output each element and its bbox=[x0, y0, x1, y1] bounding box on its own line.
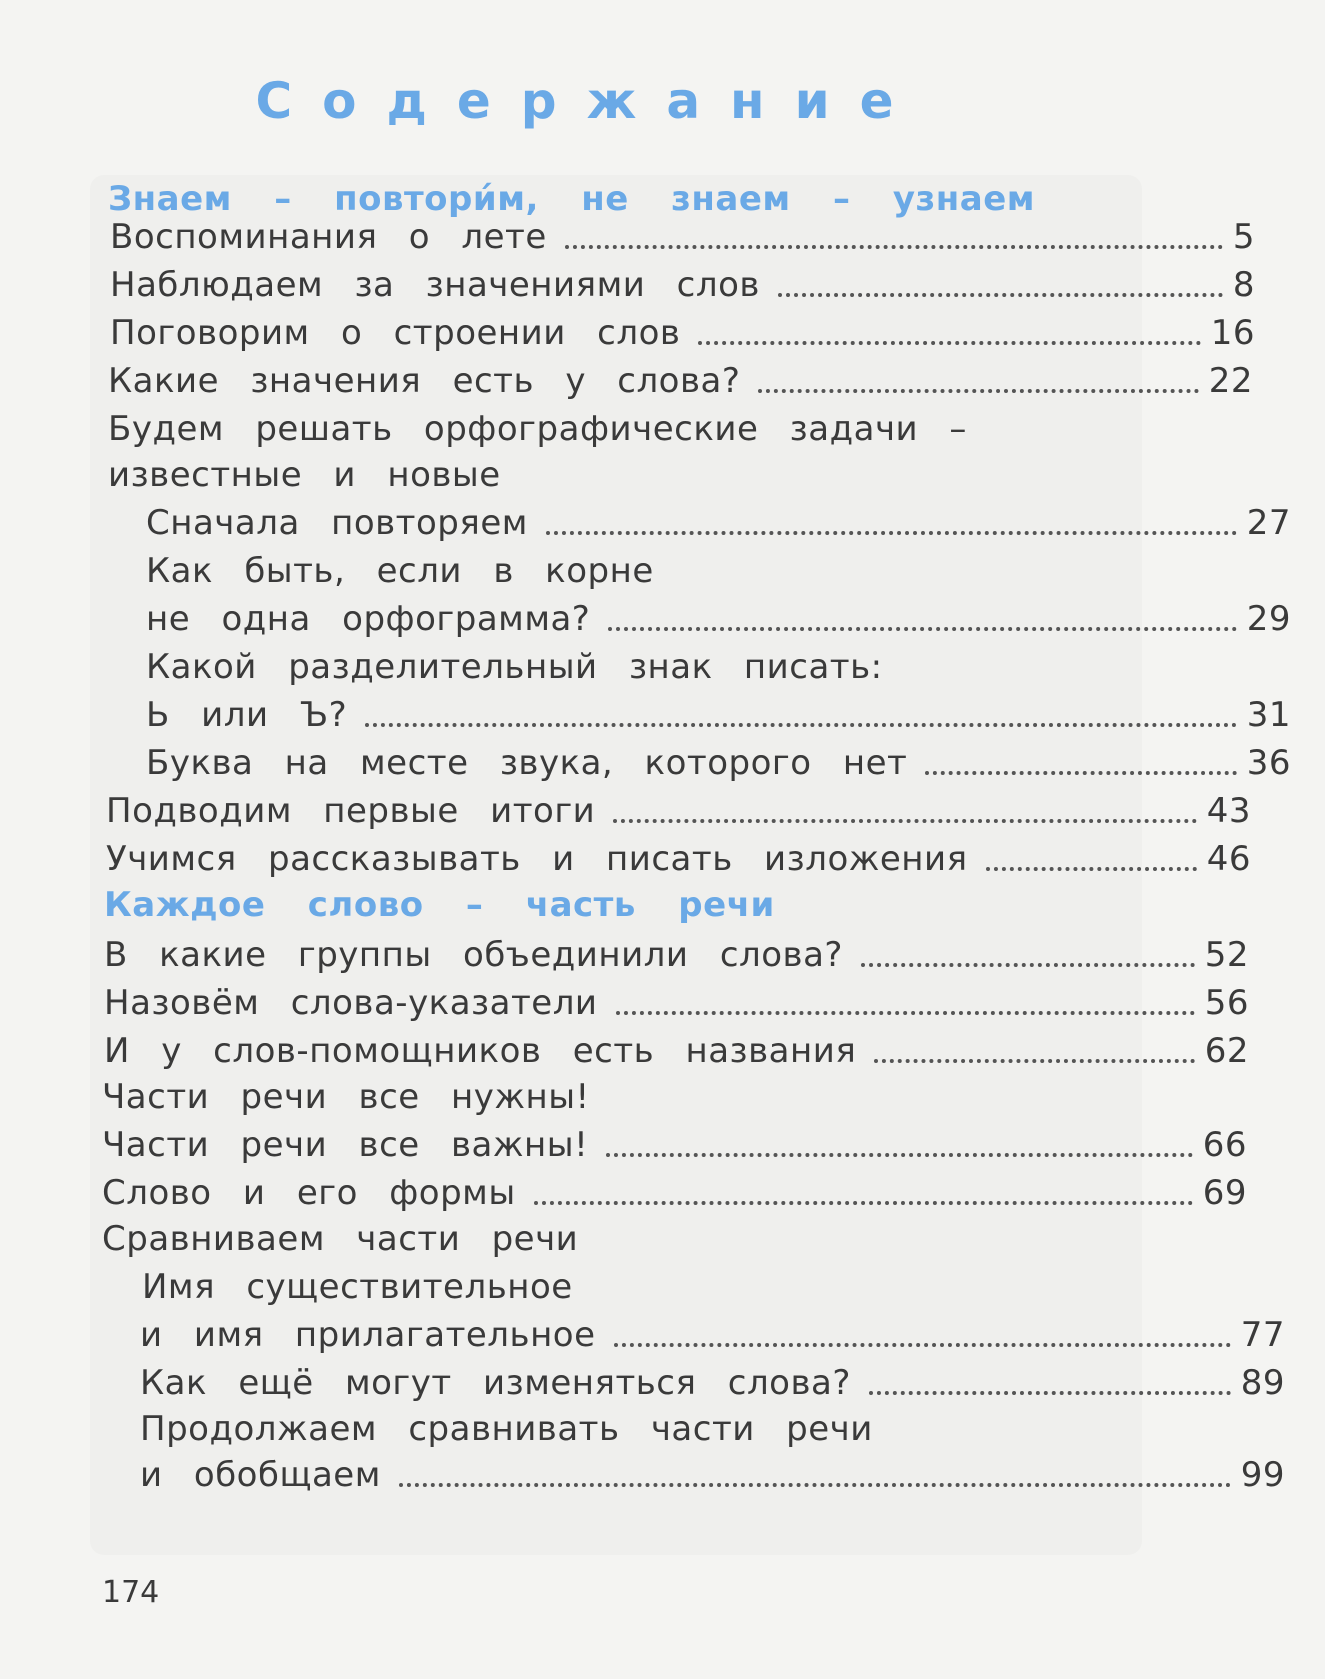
dot-leader bbox=[986, 867, 1197, 871]
toc-entry bbox=[0, 1028, 1249, 1074]
dot-leader bbox=[606, 1153, 1193, 1157]
toc-entry bbox=[0, 1360, 1285, 1406]
toc-entry bbox=[0, 692, 1291, 738]
toc-entry-page: 43 bbox=[1206, 791, 1251, 831]
dot-leader bbox=[698, 341, 1200, 345]
dot-leader bbox=[616, 1011, 1195, 1015]
toc-entry-text: В какие группы объединили слова? bbox=[104, 935, 843, 975]
dot-leader bbox=[534, 1201, 1193, 1205]
page-title: Содержание bbox=[255, 72, 924, 130]
toc-entry-text: Какие значения есть у слова? bbox=[108, 361, 741, 401]
toc-section-heading bbox=[0, 882, 1283, 928]
toc-entry-text: Будем решать орфографические задачи – bbox=[108, 409, 967, 449]
toc-entry-text: Как быть, если в корне bbox=[146, 551, 654, 591]
toc-entry bbox=[0, 596, 1291, 642]
toc-entry-page: 31 bbox=[1246, 695, 1291, 735]
toc-entry-text: Буква на месте звука, которого нет bbox=[146, 743, 908, 783]
toc-entry-text: Части речи все нужны! bbox=[102, 1077, 590, 1117]
toc-entry-text: Слово и его формы bbox=[102, 1173, 516, 1213]
toc-entry-page: 29 bbox=[1246, 599, 1291, 639]
toc-entry-text: Какой разделительный знак писать: bbox=[146, 647, 883, 687]
toc-entry-text: Каждое слово – часть речи bbox=[104, 885, 775, 925]
dot-leader bbox=[861, 963, 1195, 967]
dot-leader bbox=[758, 389, 1198, 393]
toc-entry-text: Знаем – повтори́м, не знаем – узнаем bbox=[108, 179, 1036, 219]
toc-entry bbox=[0, 1264, 1321, 1310]
dot-leader bbox=[614, 1343, 1231, 1347]
toc-entry bbox=[0, 740, 1291, 786]
toc-entry-page: 62 bbox=[1204, 1031, 1249, 1071]
toc-entry-page: 66 bbox=[1202, 1125, 1247, 1165]
dot-leader bbox=[778, 293, 1223, 297]
dot-leader bbox=[565, 245, 1223, 249]
toc-entry-text: Наблюдаем за значениями слов bbox=[110, 265, 760, 305]
dot-leader bbox=[874, 1059, 1194, 1063]
toc-entry-text: Сравниваем части речи bbox=[102, 1219, 579, 1259]
toc-entry-text: Поговорим о строении слов bbox=[110, 313, 681, 353]
toc-entry-text: не одна орфограмма? bbox=[146, 599, 591, 639]
toc-entry bbox=[0, 500, 1291, 546]
page-number: 174 bbox=[102, 1575, 160, 1610]
toc-entry-text: Назовём слова-указатели bbox=[104, 983, 598, 1023]
toc-entry bbox=[0, 406, 1287, 452]
toc-entry-text: известные и новые bbox=[108, 455, 501, 495]
toc-entry bbox=[0, 1122, 1247, 1168]
toc-entry-page: 27 bbox=[1246, 503, 1291, 543]
dot-leader bbox=[399, 1483, 1231, 1487]
toc-entry bbox=[0, 932, 1249, 978]
toc-entry bbox=[0, 452, 1287, 498]
toc-entry bbox=[0, 836, 1251, 882]
toc-entry-text: Учимся рассказывать и писать изложения bbox=[106, 839, 968, 879]
dot-leader bbox=[365, 723, 1237, 727]
toc-entry-page: 99 bbox=[1240, 1455, 1285, 1495]
toc-entry-text: и обобщаем bbox=[140, 1455, 381, 1495]
toc-entry-text: Сначала повторяем bbox=[146, 503, 528, 543]
toc-entry-text: Подводим первые итоги bbox=[106, 791, 596, 831]
toc-entry-page: 16 bbox=[1210, 313, 1255, 353]
toc-entry bbox=[0, 1406, 1319, 1452]
toc-entry bbox=[0, 358, 1253, 404]
toc-entry bbox=[0, 788, 1251, 834]
toc-entry-page: 77 bbox=[1240, 1315, 1285, 1355]
toc-entry bbox=[0, 1170, 1247, 1216]
toc-entry-text: и имя прилагательное bbox=[140, 1315, 596, 1355]
toc-entry bbox=[0, 644, 1325, 690]
toc-entry bbox=[0, 1452, 1285, 1498]
toc-entry-page: 46 bbox=[1206, 839, 1251, 879]
dot-leader bbox=[925, 771, 1236, 775]
dot-leader bbox=[546, 531, 1237, 535]
toc-entry bbox=[0, 214, 1255, 260]
toc-entry-page: 52 bbox=[1204, 935, 1249, 975]
toc-entry-text: Части речи все важны! bbox=[102, 1125, 589, 1165]
toc-entry bbox=[0, 1216, 1281, 1262]
toc-entry-text: Воспоминания о лете bbox=[110, 217, 547, 257]
toc-entry bbox=[0, 1074, 1281, 1120]
toc-entry-text: Как ещё могут изменяться слова? bbox=[140, 1363, 851, 1403]
toc-entry bbox=[0, 980, 1249, 1026]
toc-entry bbox=[0, 548, 1325, 594]
dot-leader bbox=[608, 627, 1236, 631]
toc-entry-page: 89 bbox=[1240, 1363, 1285, 1403]
toc-entry-page: 69 bbox=[1202, 1173, 1247, 1213]
toc-entry-page: 5 bbox=[1232, 217, 1255, 257]
toc-entry-page: 36 bbox=[1246, 743, 1291, 783]
dot-leader bbox=[613, 819, 1196, 823]
toc-entry bbox=[0, 262, 1255, 308]
toc-entry-page: 56 bbox=[1204, 983, 1249, 1023]
toc-entry bbox=[0, 1312, 1285, 1358]
toc-entry-text: Продолжаем сравнивать части речи bbox=[140, 1409, 873, 1449]
toc-entry-page: 22 bbox=[1208, 361, 1253, 401]
toc-entry-page: 8 bbox=[1232, 265, 1255, 305]
toc-entry-text: И у слов-помощников есть названия bbox=[104, 1031, 857, 1071]
toc-entry-text: Имя существительное bbox=[142, 1267, 573, 1307]
toc-entry-text: Ь или Ъ? bbox=[146, 695, 348, 735]
dot-leader bbox=[869, 1391, 1231, 1395]
toc-entry bbox=[0, 310, 1255, 356]
